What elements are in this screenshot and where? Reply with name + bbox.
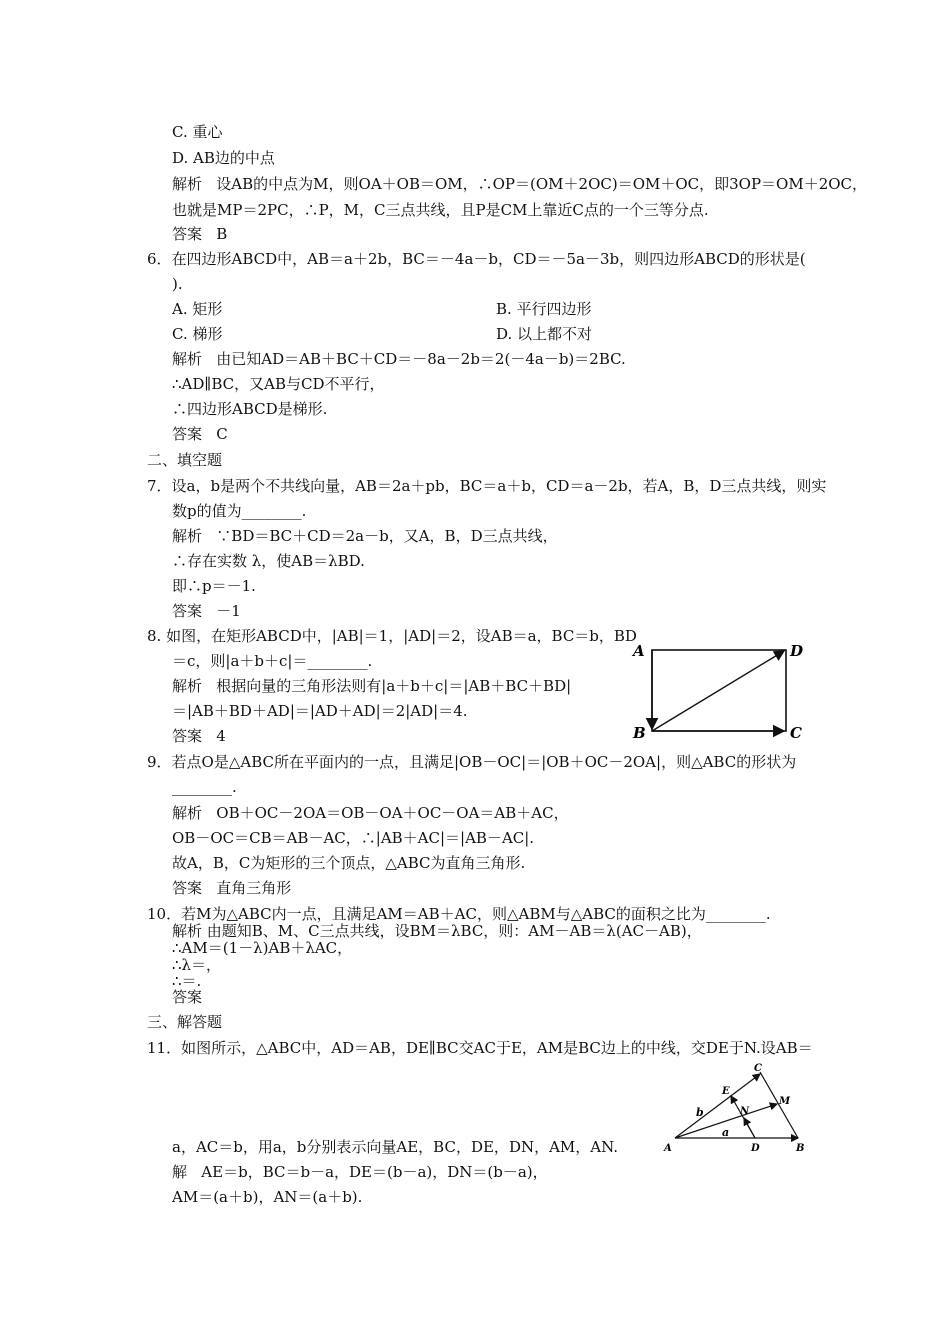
label-vector-b: b bbox=[696, 1106, 704, 1119]
solution-line: 解 AE＝b，BC＝b－a，DE＝(b－a)，DN＝(b－a)， bbox=[172, 1163, 548, 1181]
option-d: D. AB边的中点 bbox=[172, 149, 275, 167]
question-9: 9．若点O是△ABC所在平面内的一点，且满足|OB－OC|＝|OB＋OC－2OA|，则△ABC的形状为 bbox=[147, 753, 797, 771]
label-vector-a: a bbox=[722, 1126, 730, 1139]
question-9-cont: ________. bbox=[172, 778, 237, 796]
analysis-line: 即∴p＝－1. bbox=[172, 577, 256, 595]
label-b: B bbox=[796, 1143, 805, 1154]
answer-line: 答案 bbox=[172, 988, 203, 1006]
vector-dn bbox=[744, 1118, 755, 1138]
analysis-line: ∴四边形ABCD是梯形. bbox=[172, 400, 328, 418]
option-a: A. 矩形 bbox=[172, 300, 223, 318]
answer-line: 答案 －1 bbox=[172, 602, 241, 620]
analysis-line: ∴λ＝， bbox=[172, 956, 222, 974]
answer-line: 答案 C bbox=[172, 425, 228, 443]
question-7-cont: 数p的值为________. bbox=[172, 502, 307, 520]
label-c: C bbox=[754, 1063, 762, 1074]
analysis-line: 解析 设AB的中点为M，则OA＋OB＝OM，∴OP＝(OM＋2OC)＝OM＋OC，即3OP＝OM＋2OC， bbox=[172, 175, 868, 193]
option-c: C. 重心 bbox=[172, 123, 223, 141]
solution-line: AM＝(a＋b)，AN＝(a＋b). bbox=[172, 1188, 363, 1206]
question-11-cont: a，AC＝b，用a，b分别表示向量AE，BC，DE，DN，AM，AN. bbox=[172, 1138, 619, 1156]
answer-line: 答案 B bbox=[172, 225, 228, 243]
label-d: D bbox=[751, 1143, 760, 1154]
section-heading: 二、填空题 bbox=[147, 451, 223, 469]
label-c: C bbox=[790, 724, 802, 742]
label-a: A bbox=[664, 1143, 672, 1154]
analysis-line: 解析 由已知AD＝AB＋BC＋CD＝－8a－2b＝2(－4a－b)＝2BC. bbox=[172, 350, 626, 368]
analysis-line: ＝|AB＋BD＋AD|＝|AD＋AD|＝2|AD|＝4. bbox=[172, 702, 468, 720]
question-8: 8. 如图，在矩形ABCD中，|AB|＝1，|AD|＝2，设AB＝a，BC＝b，BD bbox=[147, 627, 637, 645]
analysis-line: ∴AM＝(1－λ)AB＋λAC， bbox=[172, 939, 353, 957]
question-6-cont: ). bbox=[172, 275, 183, 293]
option-d: D. 以上都不对 bbox=[496, 325, 593, 343]
answer-line: 答案 4 bbox=[172, 727, 226, 745]
analysis-line: ∴存在实数 λ，使AB＝λBD. bbox=[172, 552, 365, 570]
question-8-cont: ＝c，则|a＋b＋c|＝________. bbox=[172, 652, 373, 670]
analysis-line: 解析 OB＋OC－2OA＝OB－OA＋OC－OA＝AB＋AC， bbox=[172, 804, 569, 822]
question-11: 11．如图所示，△ABC中，AD＝AB，DE∥BC交AC于E，AM是BC边上的中线，交DE于N.设AB＝ bbox=[147, 1039, 813, 1057]
rectangle-figure bbox=[628, 636, 813, 744]
analysis-line: ∴＝. bbox=[172, 972, 202, 990]
label-n: N bbox=[740, 1106, 750, 1117]
question-10: 10．若M为△ABC内一点，且满足AM＝AB＋AC，则△ABM与△ABC的面积之比为________. bbox=[147, 905, 771, 923]
vector-bd bbox=[652, 651, 784, 731]
analysis-line: 解析 根据向量的三角形法则有|a＋b＋c|＝|AB＋BC＋BD| bbox=[172, 677, 572, 695]
section-heading: 三、解答题 bbox=[147, 1013, 223, 1031]
question-6: 6．在四边形ABCD中，AB＝a＋2b，BC＝－4a－b，CD＝－5a－3b，则四边形ABCD的形状是( bbox=[147, 250, 806, 268]
option-b: B. 平行四边形 bbox=[496, 300, 592, 318]
analysis-line: 解析 由题知B、M、C三点共线，设BM＝λBC，则：AM－AB＝λ(AC－AB)， bbox=[172, 922, 702, 940]
label-d: D bbox=[790, 642, 804, 660]
analysis-line: 也就是MP＝2PC，∴P，M，C三点共线，且P是CM上靠近C点的一个三等分点. bbox=[172, 201, 709, 219]
label-b: B bbox=[633, 724, 646, 742]
option-c: C. 梯形 bbox=[172, 325, 223, 343]
label-m: M bbox=[779, 1096, 791, 1107]
label-a: A bbox=[633, 642, 645, 660]
question-7: 7．设a，b是两个不共线向量，AB＝2a＋pb，BC＝a＋b，CD＝a－2b，若A，B，D三点共线，则实 bbox=[147, 477, 827, 495]
triangle-figure bbox=[660, 1058, 810, 1158]
analysis-line: 解析 ∵BD＝BC＋CD＝2a－b，又A，B，D三点共线， bbox=[172, 527, 558, 545]
analysis-line: OB－OC＝CB＝AB－AC，∴|AB＋AC|＝|AB－AC|. bbox=[172, 829, 535, 847]
label-e: E bbox=[722, 1086, 730, 1097]
analysis-line: ∴AD∥BC，又AB与CD不平行， bbox=[172, 375, 385, 393]
answer-line: 答案 直角三角形 bbox=[172, 879, 292, 897]
analysis-line: 故A，B，C为矩形的三个顶点，△ABC为直角三角形. bbox=[172, 854, 526, 872]
